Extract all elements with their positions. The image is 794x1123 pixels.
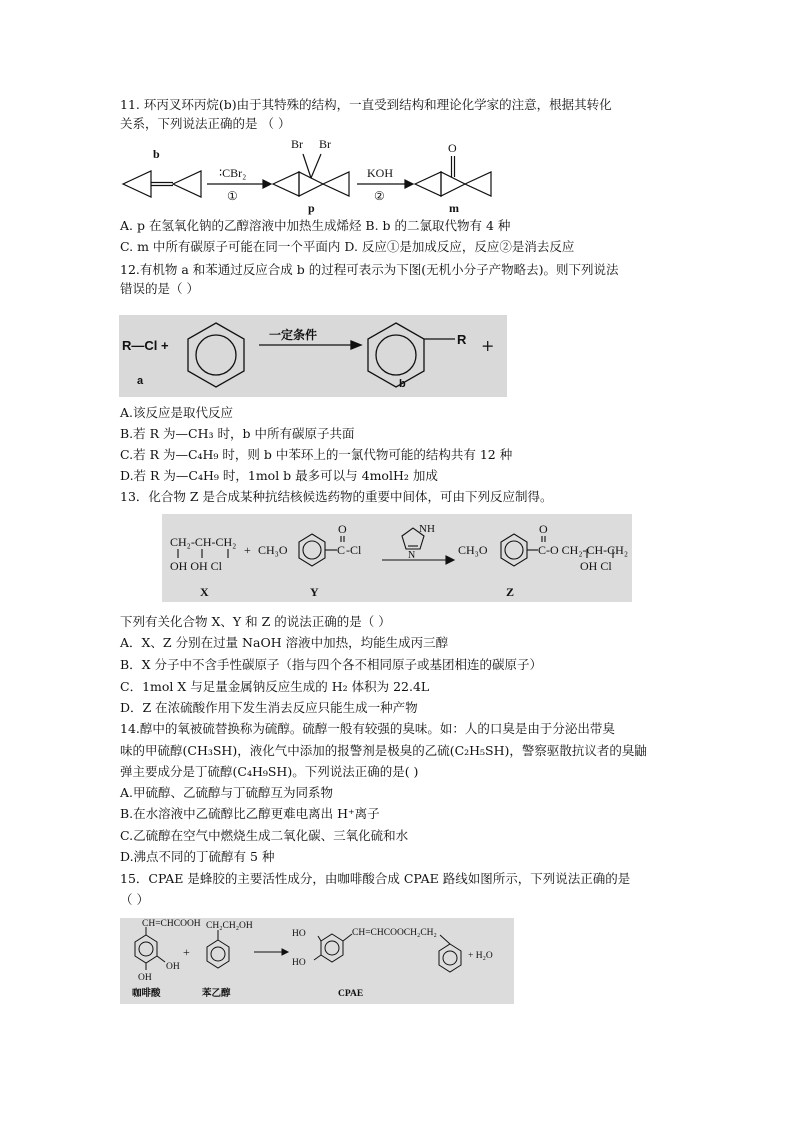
- q13-stem-line2: 下列有关化合物 X、Y 和 Z 的说法正确的是（ ）: [120, 614, 391, 629]
- q11-reaction-scheme: [115, 134, 515, 216]
- q12-label-b: b: [399, 378, 406, 390]
- q15-phenylethanol-chain: CH₂CH₂OH: [206, 921, 253, 931]
- q11-br-left: Br: [291, 137, 303, 151]
- q12-r-group: R: [457, 332, 467, 347]
- q15-cpae-ho-2: HO: [292, 958, 306, 968]
- q11-label-m: m: [449, 201, 459, 215]
- q11-label-p: p: [308, 201, 315, 215]
- q14-stem-line1: 14.醇中的氧被硫替换称为硫醇。硫醇一般有较强的臭味。如：人的口臭是由于分泌出带臭: [120, 721, 615, 736]
- q14-option-d: D.沸点不同的丁硫醇有 5 种: [120, 849, 275, 864]
- q13-option-d: D．Z 在浓硫酸作用下发生消去反应只能生成一种产物: [120, 700, 418, 715]
- q13-option-b: B．X 分子中不含手性碳原子（指与四个各不相同原子或基团相连的碳原子）: [120, 657, 543, 672]
- q13-z-carbon: C: [538, 543, 547, 557]
- q14-stem-line2: 味的甲硫醇(CH₃SH)，液化气中添加的报警剂是极臭的乙硫(C₂H₅SH)，警察驱散抗议者的臭鼬: [120, 743, 647, 758]
- q12-reagent-rcl: R—Cl +: [122, 338, 169, 353]
- q12-condition: 一定条件: [269, 328, 318, 342]
- q12-stem-line1: 12.有机物 a 和苯通过反应合成 b 的过程可表示为下图(无机小分子产物略去)。则下列说法: [120, 262, 619, 277]
- q15-label-phenylethanol: 苯乙醇: [202, 989, 231, 999]
- q13-label-y: Y: [310, 585, 319, 599]
- q12-option-a: A.该反应是取代反应: [120, 405, 234, 420]
- q13-label-z: Z: [506, 585, 515, 599]
- q13-imidazole-nh: NH: [419, 523, 435, 535]
- q11-reagent-2: KOH: [367, 166, 393, 180]
- q11-br-right: Br: [319, 137, 331, 151]
- q15-cpae-chain: CH=CHCOOCH₂CH₂: [352, 928, 437, 938]
- q12-label-a: a: [137, 375, 144, 387]
- q11-option-cd: C. m 中所有碳原子可能在同一个平面内 D. 反应①是加成反应，反应②是消去反应: [120, 239, 575, 254]
- q12-reaction-scheme: [119, 315, 509, 398]
- q15-caffeic-chain: CH=CHCOOH: [142, 919, 201, 929]
- q13-option-a: A．X、Z 分别在过量 NaOH 溶液中加热，均能生成丙三醇: [120, 635, 449, 650]
- q11-stem-line2: 关系，下列说法正确的是 （ ）: [120, 116, 291, 131]
- q11-stem-line1: 11. 环丙叉环丙烷(b)由于其特殊的结构，一直受到结构和理论化学家的注意，根据其转化: [120, 97, 612, 112]
- q13-x-groups: OH OH Cl: [170, 559, 223, 573]
- q15-stem-line1: 15．CPAE 是蜂胶的主要活性成分，由咖啡酸合成 CPAE 路线如图所示，下列说法正确的是: [120, 871, 631, 886]
- q14-option-b: B.在水溶液中乙硫醇比乙醇更难电离出 H⁺离子: [120, 806, 380, 821]
- q13-imidazole-n: N: [408, 550, 416, 561]
- q15-reaction-scheme: [120, 918, 516, 1006]
- q13-y-methoxy: CH₃O: [258, 543, 288, 557]
- q13-reaction-scheme: [162, 514, 634, 604]
- q13-y-oxygen: O: [338, 522, 347, 536]
- q14-stem-line3: 弹主要成分是丁硫醇(C₄H₉SH)。下列说法正确的是( ): [120, 764, 419, 779]
- q15-caffeic-oh-2: OH: [138, 973, 152, 983]
- q13-z-oxygen: O: [539, 522, 548, 536]
- q15-label-cpae: CPAE: [338, 989, 364, 999]
- q12-plus-sign: +: [481, 336, 495, 355]
- q11-step-1: ①: [227, 189, 238, 203]
- q15-water: + H₂O: [468, 951, 493, 961]
- q15-label-caffeic: 咖啡酸: [132, 989, 161, 999]
- q12-option-d: D.若 R 为—C₄H₉ 时，1mol b 最多可以与 4molH₂ 加成: [120, 468, 438, 483]
- q15-plus: +: [183, 945, 190, 959]
- q11-step-2: ②: [374, 189, 385, 203]
- q13-stem-line1: 13．化合物 Z 是合成某种抗结核候选药物的重要中间体，可由下列反应制得。: [120, 489, 553, 504]
- q11-option-ab: A. p 在氢氧化钠的乙醇溶液中加热生成烯烃 B. b 的二氯取代物有 4 种: [120, 218, 511, 233]
- q15-stem-line2: （ ）: [120, 892, 149, 907]
- q12-stem-line2: 错误的是（ ）: [120, 281, 199, 296]
- q13-z-chain: -O CH₂-CH-CH₂: [546, 543, 629, 557]
- q13-x-chain: CH₂-CH-CH₂: [170, 535, 237, 549]
- q13-y-carbon: C: [337, 543, 346, 557]
- q13-z-groups: OH Cl: [580, 559, 612, 573]
- q14-option-c: C.乙硫醇在空气中燃烧生成二氧化碳、三氧化硫和水: [120, 828, 409, 843]
- q11-label-b: b: [153, 147, 160, 161]
- q13-y-chloro: -Cl: [346, 543, 362, 557]
- q13-plus: +: [244, 543, 251, 557]
- q13-option-c: C．1mol X 与足量金属钠反应生成的 H₂ 体积为 22.4L: [120, 679, 430, 694]
- q12-option-c: C.若 R 为—C₄H₉ 时，则 b 中苯环上的一氯代物可能的结构共有 12 种: [120, 447, 513, 462]
- q11-reagent-1: ∶CBr₂: [219, 166, 247, 180]
- q15-caffeic-oh: OH: [166, 962, 180, 972]
- q13-label-x: X: [200, 585, 209, 599]
- q13-z-methoxy: CH₃O: [458, 543, 488, 557]
- q12-option-b: B.若 R 为—CH₃ 时，b 中所有碳原子共面: [120, 426, 355, 441]
- q15-cpae-ho-1: HO: [292, 929, 306, 939]
- q14-option-a: A.甲硫醇、乙硫醇与丁硫醇互为同系物: [120, 785, 334, 800]
- q11-oxygen: O: [448, 141, 457, 155]
